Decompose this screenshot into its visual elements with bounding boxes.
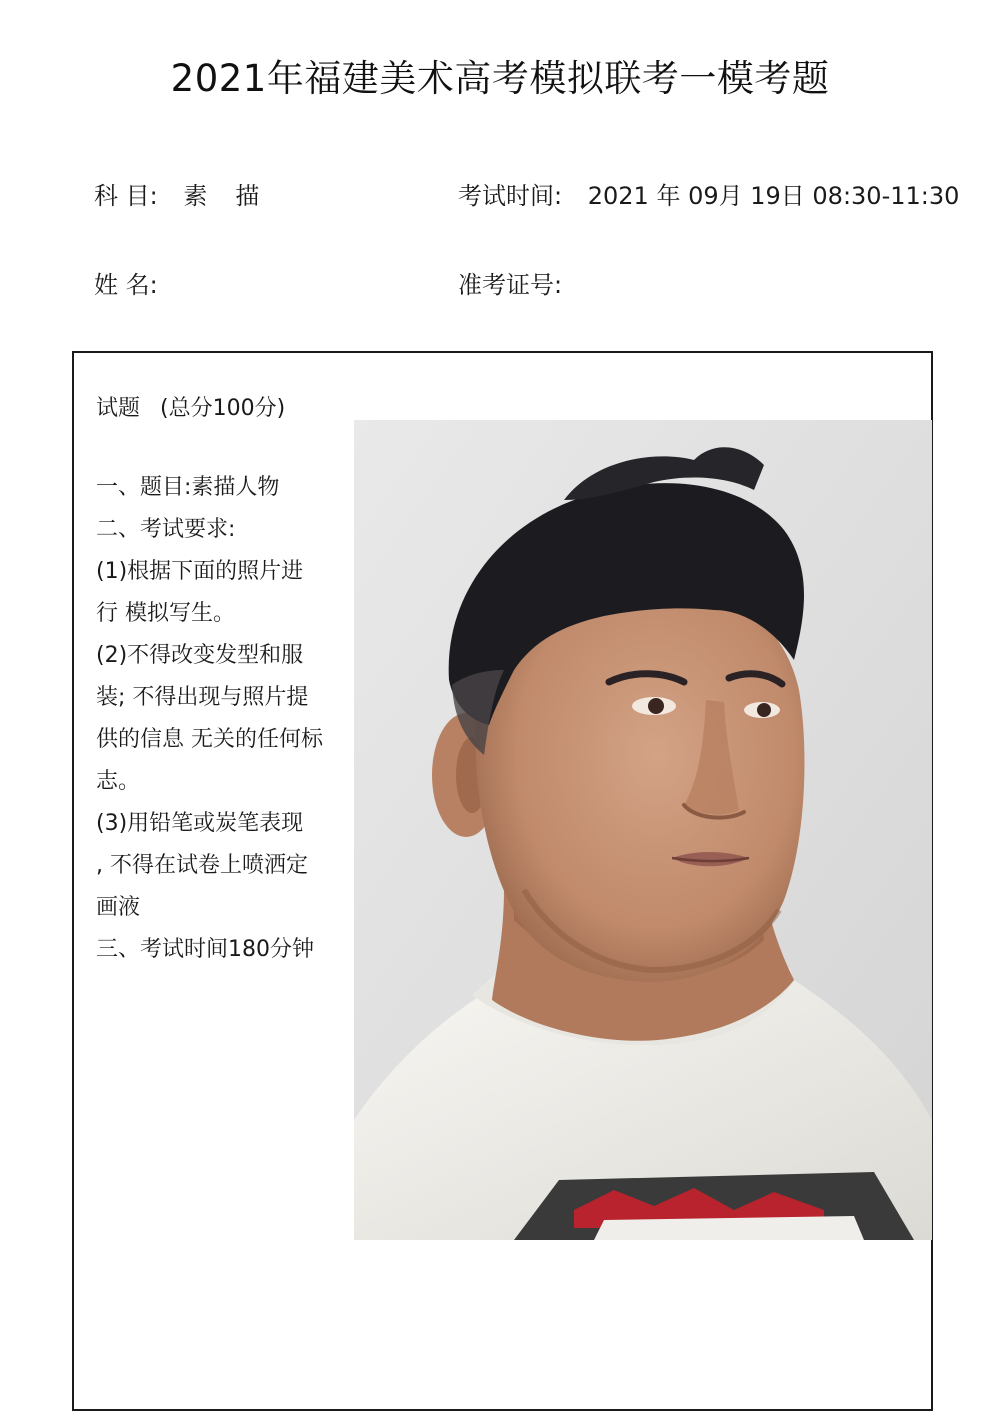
exam-time-label: 考试时间:	[458, 182, 563, 210]
instruction-line: (3)用铅笔或炭笔表现	[96, 811, 304, 836]
instruction-line: 三、考试时间180分钟	[96, 937, 314, 962]
portrait-illustration	[354, 420, 932, 1240]
name-label: 姓 名:	[94, 271, 158, 299]
instruction-line: (1)根据下面的照片进	[96, 559, 304, 584]
exam-instructions	[96, 467, 358, 971]
subject-value: 素描	[183, 182, 288, 210]
instruction-line: 装; 不得出现与照片提	[96, 685, 309, 710]
instruction-line: 行 模拟写生。	[96, 601, 235, 626]
total-score: (总分100分)	[160, 396, 286, 421]
page-title: 2021年福建美术高考模拟联考一模考题	[170, 57, 830, 100]
reference-portrait-photo	[354, 420, 932, 1240]
instruction-line: 志。	[96, 769, 141, 794]
instruction-line: 画液	[96, 895, 141, 920]
left-iris	[648, 698, 664, 714]
exam-heading-label: 试题	[96, 396, 141, 421]
instruction-line: 供的信息 无关的任何标	[96, 727, 323, 752]
instruction-line: 二、考试要求:	[96, 517, 236, 542]
instruction-line: 一、题目:素描人物	[96, 475, 280, 500]
exam-heading	[96, 391, 285, 422]
shirt-print-inner	[594, 1216, 864, 1240]
exam-time-field	[458, 176, 959, 211]
subject-field	[94, 176, 287, 211]
exam-time-value: 2021 年 09月 19日 08:30-11:30	[587, 182, 960, 210]
subject-label: 科 目:	[94, 182, 158, 210]
candidate-id-label: 准考证号:	[458, 271, 563, 299]
exam-question-box	[72, 351, 933, 1411]
candidate-id-field	[458, 265, 588, 300]
name-field	[94, 265, 183, 300]
instruction-line: (2)不得改变发型和服	[96, 643, 304, 668]
instruction-line: , 不得在试卷上喷洒定	[96, 853, 308, 878]
right-iris	[757, 703, 771, 717]
